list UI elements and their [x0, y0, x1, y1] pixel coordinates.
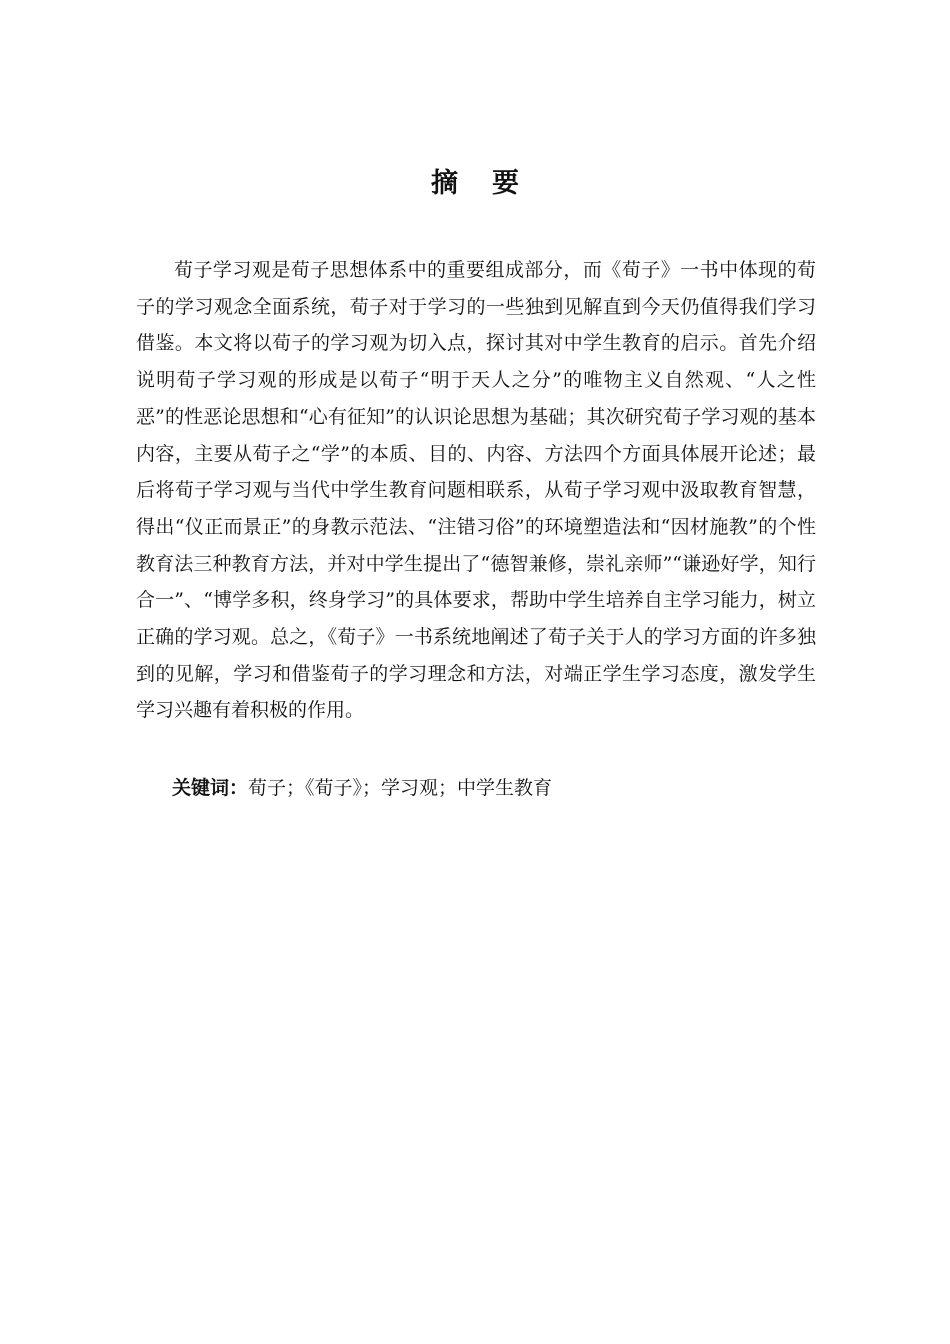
keywords-line [172, 772, 812, 804]
abstract-body: 荀子学习观是荀子思想体系中的重要组成部分，而《荀子》一书中体现的荀子的学习观念全面系统，荀子对于学习的一些独到见解直到今天仍值得我们学习借鉴。本文将以荀子的学习观为切入点，探讨其对中学生教育的启示。首先介绍说明荀子学习观的形成是以荀子“明于天人之分”的唯物主义自然观、“人之性恶”的性恶论思想和“心有征知”的认识论思想为基础；其次研究荀子学习观的基本内容，主要从荀子之“学”的本质、目的、内容、方法四个方面具体展开论述；最后将荀子学习观与当代中学生教育问题相联系，从荀子学习观中汲取教育智慧，得出“仪正而景正”的身教示范法、“注错习俗”的环境塑造法和“因材施教”的个性教育法三种教育方法，并对中学生提出了“德智兼修，崇礼亲师”“谦逊好学，知行合一”、“博学多积，终身学习”的具体要求，帮助中学生培养自主学习能力，树立正确的学习观。总之，《荀子》一书系统地阐述了荀子关于人的学习方面的许多独到的见解，学习和借鉴荀子的学习理念和方法，对端正学生学习态度，激发学生学习兴趣有着积极的作用。 [136, 259, 816, 722]
abstract-title: 摘要 [431, 168, 553, 199]
keywords-label: 关键词： [172, 777, 249, 799]
keywords-value: 荀子；《荀子》；学习观；中学生教育 [248, 777, 553, 799]
